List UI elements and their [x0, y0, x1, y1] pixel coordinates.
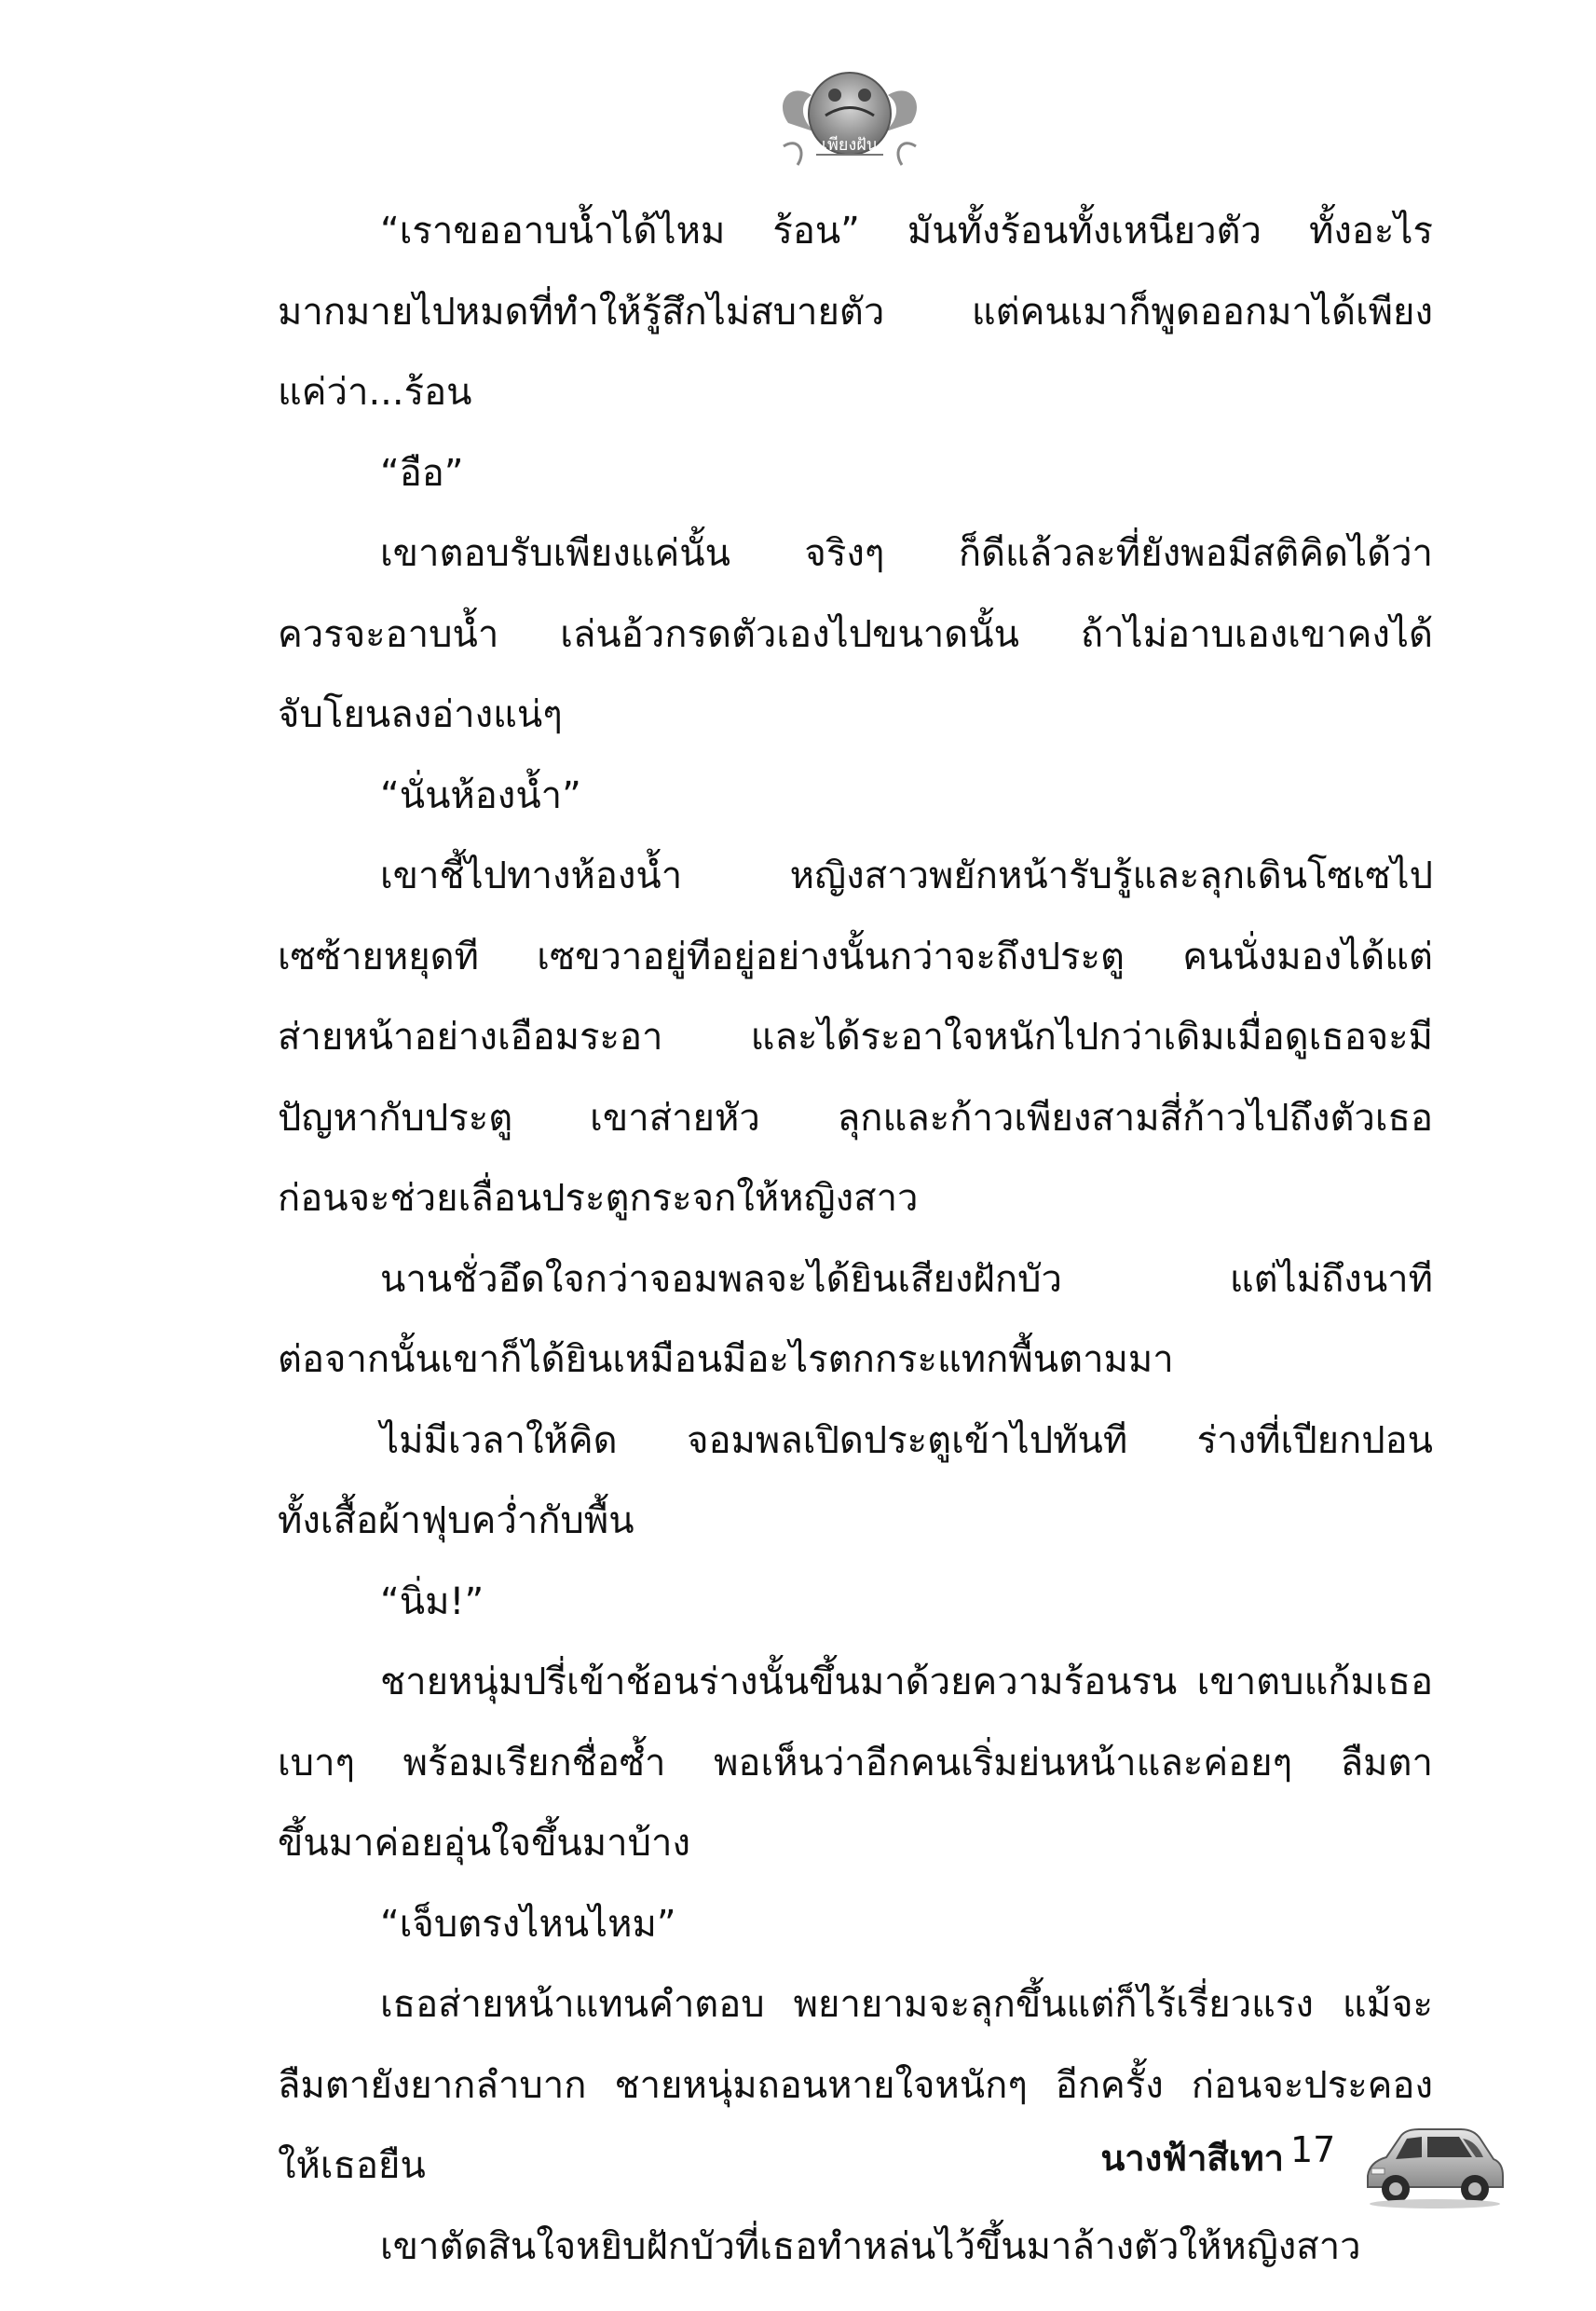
text-line: ก่อนจะช่วยเลื่อนประตูกระจกให้หญิงสาว	[278, 1177, 919, 1220]
text-line: นานชั่วอึดใจกว่าจอมพลจะได้ยินเสียงฝักบัว แต่ไม่ถึงนาที	[380, 1257, 1433, 1301]
text-line: ไม่มีเวลาให้คิด จอมพลเปิดประตูเข้าไปทันที ร่างที่เปียกปอน	[380, 1418, 1433, 1462]
text-line: ชายหนุ่มปรี่เข้าช้อนร่างนั้นขึ้นมาด้วยความร้อนรน เขาตบแก้มเธอ	[380, 1661, 1433, 1703]
text-line: เขาตัดสินใจหยิบฝักบัวที่เธอทำหล่นไว้ขึ้นมาล้างตัวให้หญิงสาว	[380, 2224, 1361, 2268]
text-line: เธอส่ายหน้าแทนคำตอบ พยายามจะลุกขึ้นแต่ก็ไร้เรี่ยวแรง แม้จะ	[380, 1983, 1433, 2026]
text-line: แค่ว่า...ร้อน	[278, 371, 472, 414]
text-line: ให้เธอยืน	[278, 2144, 426, 2187]
story-text	[278, 191, 1433, 2287]
text-line: ปัญหากับประตู เขาส่ายหัว ลุกและก้าวเพียงสามสี่ก้าวไปถึงตัวเธอ	[278, 1096, 1433, 1140]
text-line: “นั่นห้องน้ำ”	[380, 773, 581, 817]
text-line: เขาตอบรับเพียงแค่นั้น จริงๆ ก็ดีแล้วละที่ยังพอมีสติคิดได้ว่า	[380, 532, 1433, 575]
text-line: จับโยนลงอ่างแน่ๆ	[278, 693, 563, 736]
text-line: ต่อจากนั้นเขาก็ได้ยินเหมือนมีอะไรตกกระแทกพื้นตามมา	[278, 1338, 1174, 1381]
text-line: “นิ่ม!”	[380, 1579, 484, 1623]
text-line: เขาชี้ไปทางห้องน้ำ หญิงสาวพยักหน้ารับรู้และลุกเดินโซเซไป	[380, 855, 1433, 897]
text-line: “เจ็บตรงไหนไหม”	[380, 1902, 676, 1946]
page-footer	[0, 2111, 1596, 2241]
text-line: ส่ายหน้าอย่างเอือมระอา และได้ระอาใจหนักไปกว่าเดิมเมื่อดูเธอจะมี	[278, 1016, 1433, 1059]
page-number: 17	[1290, 2129, 1336, 2170]
text-line: ขึ้นมาค่อยอุ่นใจขึ้นมาบ้าง	[278, 1822, 690, 1865]
car-icon	[1358, 2111, 1507, 2213]
publisher-logo-text: เพียงฝัน	[821, 135, 879, 155]
text-line: ลืมตายังยากลำบาก ชายหนุ่มถอนหายใจหนักๆ อีกครั้ง ก่อนจะประคอง	[278, 2063, 1433, 2107]
publisher-logo-icon	[770, 58, 930, 183]
text-line: “เราขออาบน้ำได้ไหม ร้อน” มันทั้งร้อนทั้งเหนียวตัว ทั้งอะไร	[380, 210, 1433, 253]
text-line: “อือ”	[380, 451, 464, 495]
text-line: ทั้งเสื้อผ้าฟุบคว่ำกับพื้น	[278, 1499, 634, 1542]
text-line: มากมายไปหมดที่ทำให้รู้สึกไม่สบายตัว แต่คนเมาก็พูดออกมาได้เพียง	[278, 290, 1433, 334]
text-line: เบาๆ พร้อมเรียกชื่อซ้ำ พอเห็นว่าอีกคนเริ่มย่นหน้าและค่อยๆ ลืมตา	[278, 1741, 1433, 1785]
text-line: ควรจะอาบน้ำ เล่นอ้วกรดตัวเองไปขนาดนั้น ถ้าไม่อาบเองเขาคงได้	[278, 612, 1433, 656]
book-title: นางฟ้าสีเทา	[1100, 2138, 1284, 2179]
text-line: เซซ้ายหยุดที เซขวาอยู่ทีอยู่อย่างนั้นกว่าจะถึงประตู คนนั่งมองได้แต่	[278, 935, 1433, 978]
